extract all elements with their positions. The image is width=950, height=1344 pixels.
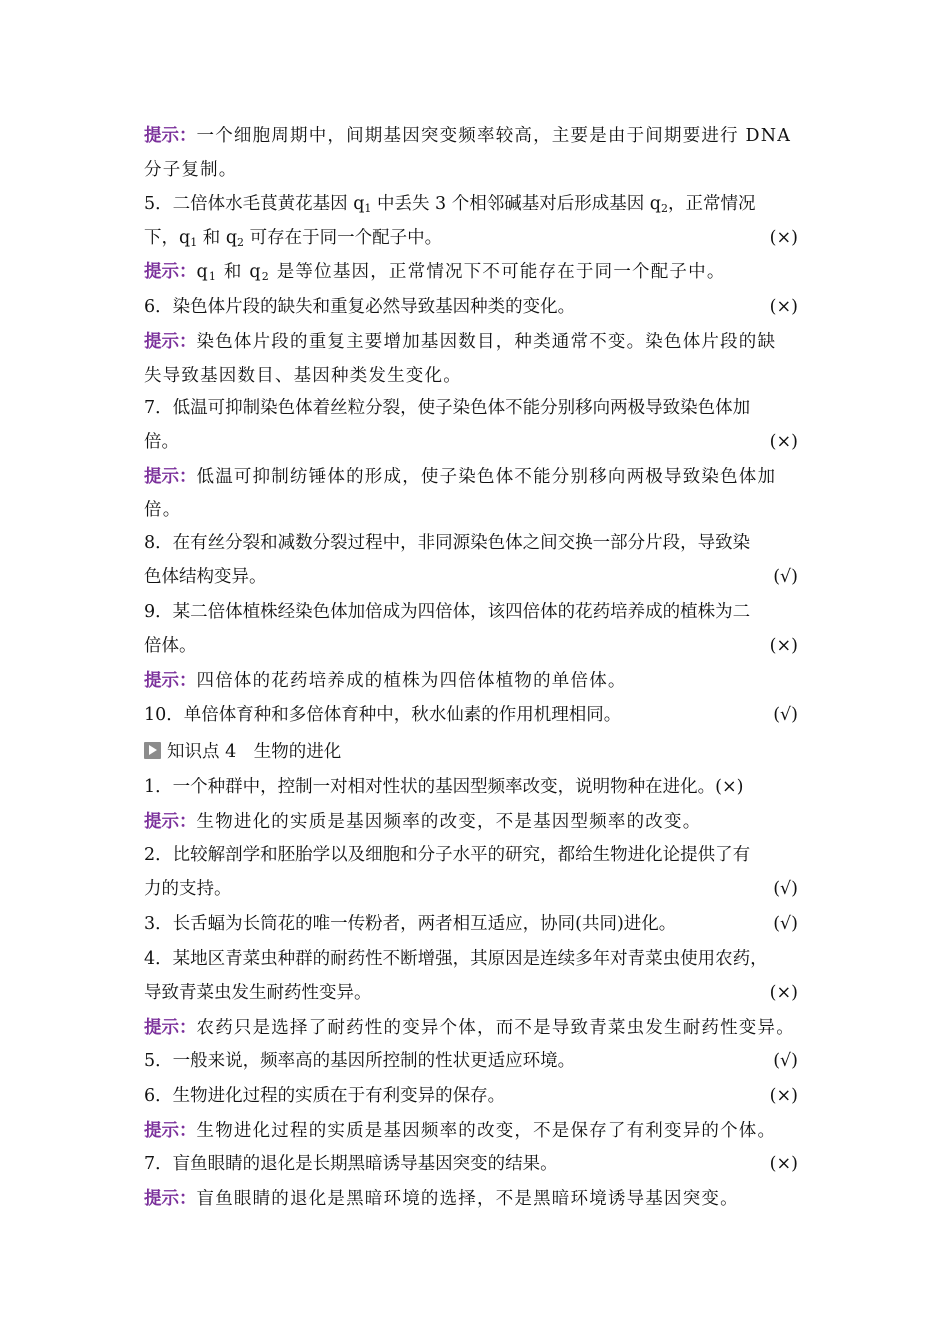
question-text: 2．比较解剖学和胚胎学以及细胞和分子水平的研究，都给生物进化论提供了有 [144, 845, 751, 865]
question-line [144, 840, 814, 870]
hint-line [144, 121, 814, 151]
hint-line [144, 495, 814, 525]
hint-text: 和 q [217, 262, 262, 282]
hint-text: 低温可抑制纺锤体的形成，使子染色体不能分别移向两极导致染色体加 [196, 467, 777, 487]
subscript: 2 [237, 236, 245, 249]
question-text: 中丢失 3 个相邻碱基对后形成基因 q [371, 194, 661, 214]
subscript: 2 [261, 270, 270, 283]
question-text: ，正常情况 [668, 194, 756, 214]
answer-mark: (√) [773, 567, 798, 587]
question-text: 色体结构变异。 [144, 567, 267, 587]
question-line [144, 427, 814, 457]
question-text: 下，q [144, 228, 191, 248]
hint-text: 一个细胞周期中，间期基因突变频率较高，主要是由于间期要进行 DNA [196, 126, 792, 146]
question-line [144, 528, 814, 558]
answer-mark: (×) [769, 1154, 798, 1174]
hint-label: 提示： [144, 812, 197, 832]
subscript: 1 [364, 202, 372, 215]
hint-label: 提示： [144, 126, 197, 146]
question-text: 10．单倍体育种和多倍体育种中，秋水仙素的作用机理相同。 [144, 705, 622, 725]
hint-line [144, 807, 814, 837]
answer-mark: (×) [769, 297, 798, 317]
question-line [144, 292, 814, 322]
question-line [144, 700, 814, 730]
answer-mark: (√) [773, 914, 798, 934]
hint-label: 提示： [144, 332, 197, 352]
answer-mark: (√) [773, 879, 798, 899]
question-text: 8．在有丝分裂和减数分裂过程中，非同源染色体之间交换一部分片段，导致染 [144, 533, 751, 553]
question-text: 可存在于同一个配子中。 [244, 228, 443, 248]
play-icon [144, 742, 161, 759]
answer-mark: (×) [769, 1086, 798, 1106]
hint-text: 生物进化的实质是基因频率的改变，不是基因型频率的改变。 [196, 812, 702, 832]
hint-label: 提示： [144, 262, 197, 282]
answer-mark: (×) [769, 228, 798, 248]
hint-label: 提示： [144, 1018, 197, 1038]
subscript: 1 [190, 236, 198, 249]
question-line [144, 1081, 814, 1111]
question-text: 7．盲鱼眼睛的退化是长期黑暗诱导基因突变的结果。 [144, 1154, 558, 1174]
subscript: 2 [661, 202, 668, 215]
hint-line [144, 327, 814, 357]
hint-text: 失导致基因数目、基因种类发生变化。 [144, 366, 462, 386]
hint-label: 提示： [144, 671, 197, 691]
hint-label: 提示： [144, 1121, 197, 1141]
question-line [144, 978, 814, 1008]
question-text: 5．二倍体水毛茛黄花基因 q [144, 194, 365, 214]
hint-line [144, 1184, 814, 1214]
section-heading [144, 737, 814, 767]
question-line [144, 909, 814, 939]
question-text: 导致青菜虫发生耐药性变异。 [144, 983, 372, 1003]
hint-label: 提示： [144, 467, 197, 487]
hint-text: q [196, 262, 209, 282]
answer-mark: (×) [769, 636, 798, 656]
question-text: 6．染色体片段的缺失和重复必然导致基因种类的变化。 [144, 297, 576, 317]
hint-text: 农药只是选择了耐药性的变异个体，而不是导致青菜虫发生耐药性变异。 [196, 1018, 795, 1038]
hint-line [144, 361, 814, 391]
hint-text: 分子复制。 [144, 160, 238, 180]
hint-line [144, 1116, 814, 1146]
question-text: 9．某二倍体植株经染色体加倍成为四倍体，该四倍体的花药培养成的植株为二 [144, 602, 751, 622]
question-line [144, 597, 814, 627]
hint-line [144, 257, 814, 287]
answer-mark: (√) [773, 1051, 798, 1071]
section-title: 知识点 4 生物的进化 [167, 742, 342, 762]
question-text: 1．一个种群中，控制一对相对性状的基因型频率改变，说明物种在进化。(×) [144, 777, 744, 797]
question-line [144, 562, 814, 592]
hint-text: 是等位基因，正常情况下不可能存在于同一个配子中。 [269, 262, 726, 282]
hint-line [144, 462, 814, 492]
question-text: 倍。 [144, 432, 179, 452]
hint-line [144, 155, 814, 185]
hint-label: 提示： [144, 1189, 197, 1209]
question-line [144, 772, 814, 802]
question-line [144, 393, 814, 423]
question-text: 6．生物进化过程的实质在于有利变异的保存。 [144, 1086, 506, 1106]
hint-line [144, 666, 814, 696]
hint-line [144, 1013, 814, 1043]
hint-text: 盲鱼眼睛的退化是黑暗环境的选择，不是黑暗环境诱导基因突变。 [196, 1189, 739, 1209]
hint-text: 四倍体的花药培养成的植株为四倍体植物的单倍体。 [196, 671, 627, 691]
question-line [144, 944, 814, 974]
answer-mark: (×) [769, 432, 798, 452]
hint-text: 染色体片段的重复主要增加基因数目，种类通常不变。染色体片段的缺 [196, 332, 777, 352]
question-text: 3．长舌蝠为长筒花的唯一传粉者，两者相互适应，协同(共同)进化。 [144, 914, 677, 934]
question-line [144, 189, 814, 219]
subscript: 1 [208, 270, 218, 283]
question-text: 5．一般来说，频率高的基因所控制的性状更适应环境。 [144, 1051, 576, 1071]
question-line [144, 1046, 814, 1076]
question-text: 和 q [197, 228, 238, 248]
question-text: 7．低温可抑制染色体着丝粒分裂，使子染色体不能分别移向两极导致染色体加 [144, 398, 751, 418]
answer-mark: (×) [769, 983, 798, 1003]
question-line [144, 631, 814, 661]
hint-text: 倍。 [144, 500, 182, 520]
question-text: 力的支持。 [144, 879, 232, 899]
question-line [144, 223, 814, 253]
question-text: 倍体。 [144, 636, 197, 656]
question-text: 4．某地区青菜虫种群的耐药性不断增强，其原因是连续多年对青菜虫使用农药， [144, 949, 768, 969]
question-line [144, 874, 814, 904]
answer-mark: (√) [773, 705, 798, 725]
question-line [144, 1149, 814, 1179]
hint-text: 生物进化过程的实质是基因频率的改变，不是保存了有利变异的个体。 [196, 1121, 777, 1141]
